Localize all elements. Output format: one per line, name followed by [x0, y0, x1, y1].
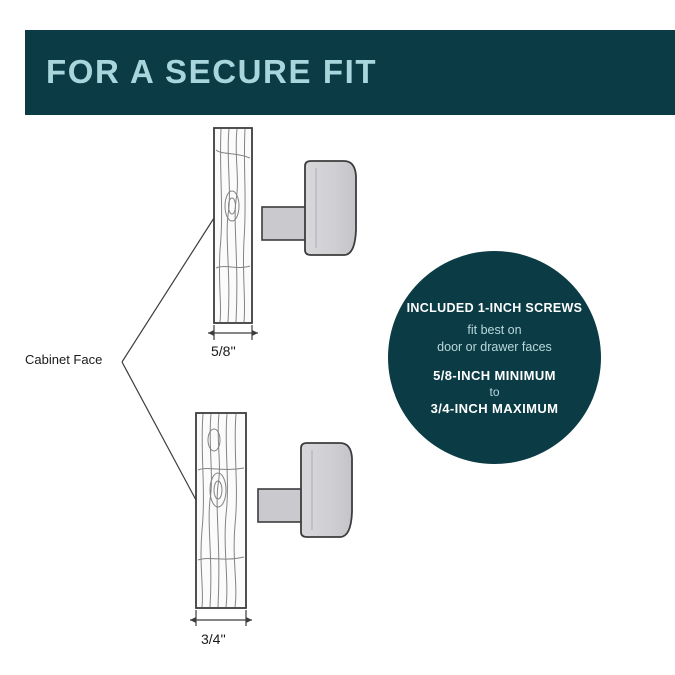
callout-minimum: 5/8-INCH MINIMUM: [433, 367, 556, 383]
callout-maximum: 3/4-INCH MAXIMUM: [430, 400, 559, 416]
cabinet-face-label: Cabinet Face: [25, 352, 103, 367]
callout-heading: INCLUDED 1-INCH SCREWS: [406, 300, 583, 315]
callout-subtext-1: fit best on: [467, 322, 522, 337]
callout-subtext-2: door or drawer faces: [437, 339, 552, 354]
bottom-dimension-label: 3/4'': [201, 631, 226, 647]
page-title: FOR A SECURE FIT: [46, 53, 378, 90]
callout-connector: to: [489, 384, 500, 399]
callout-circle: [388, 251, 601, 464]
top-assembly: [208, 128, 356, 340]
bottom-assembly: [190, 413, 352, 626]
top-dimension-label: 5/8'': [211, 343, 236, 359]
